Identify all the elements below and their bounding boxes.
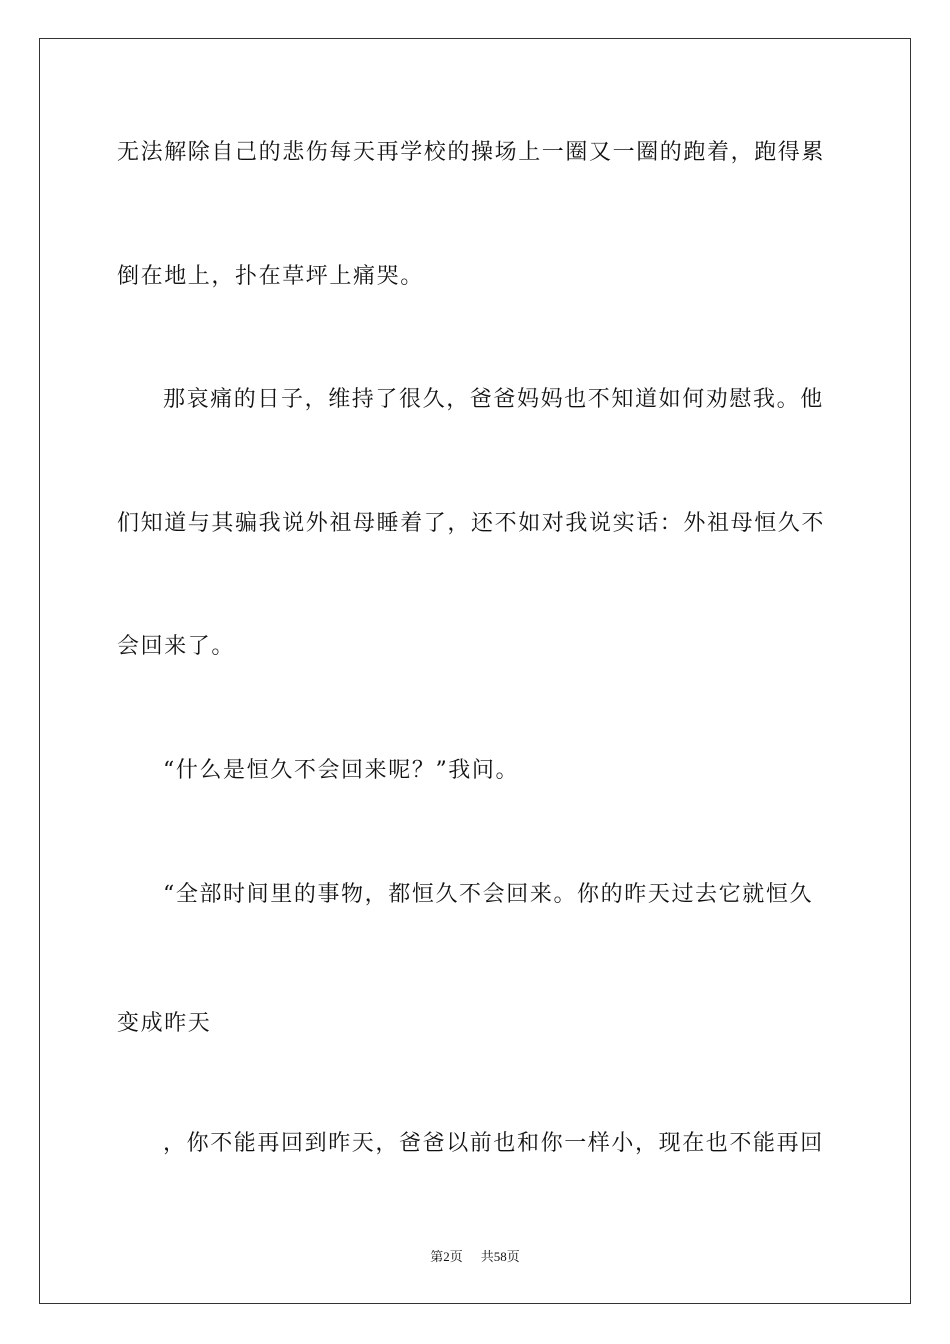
page-footer	[0, 1246, 950, 1265]
text-line-2: 倒在地上，扑在草坪上痛哭。	[117, 264, 424, 289]
text-line-6: “什么是恒久不会回来呢？”我问。	[163, 758, 520, 783]
text-line-4: 们知道与其骗我说外祖母睡着了，还不如对我说实话：外祖母恒久不	[117, 511, 826, 536]
text-line-3: 那哀痛的日子，维持了很久，爸爸妈妈也不知道如何劝慰我。他	[163, 387, 824, 412]
text-line-8: 变成昨天	[117, 1011, 212, 1036]
text-line-5: 会回来了。	[117, 634, 236, 659]
text-line-1: 无法解除自己的悲伤每天再学校的操场上一圈又一圈的跑着，跑得累	[117, 140, 826, 165]
text-line-9: ，你不能再回到昨天，爸爸以前也和你一样小，现在也不能再回	[163, 1131, 824, 1156]
text-line-7: “全部时间里的事物，都恒久不会回来。你的昨天过去它就恒久	[163, 882, 814, 907]
page-number: 第2页	[430, 1249, 463, 1264]
page-border	[39, 38, 911, 1304]
page-total: 共58页	[480, 1249, 520, 1264]
